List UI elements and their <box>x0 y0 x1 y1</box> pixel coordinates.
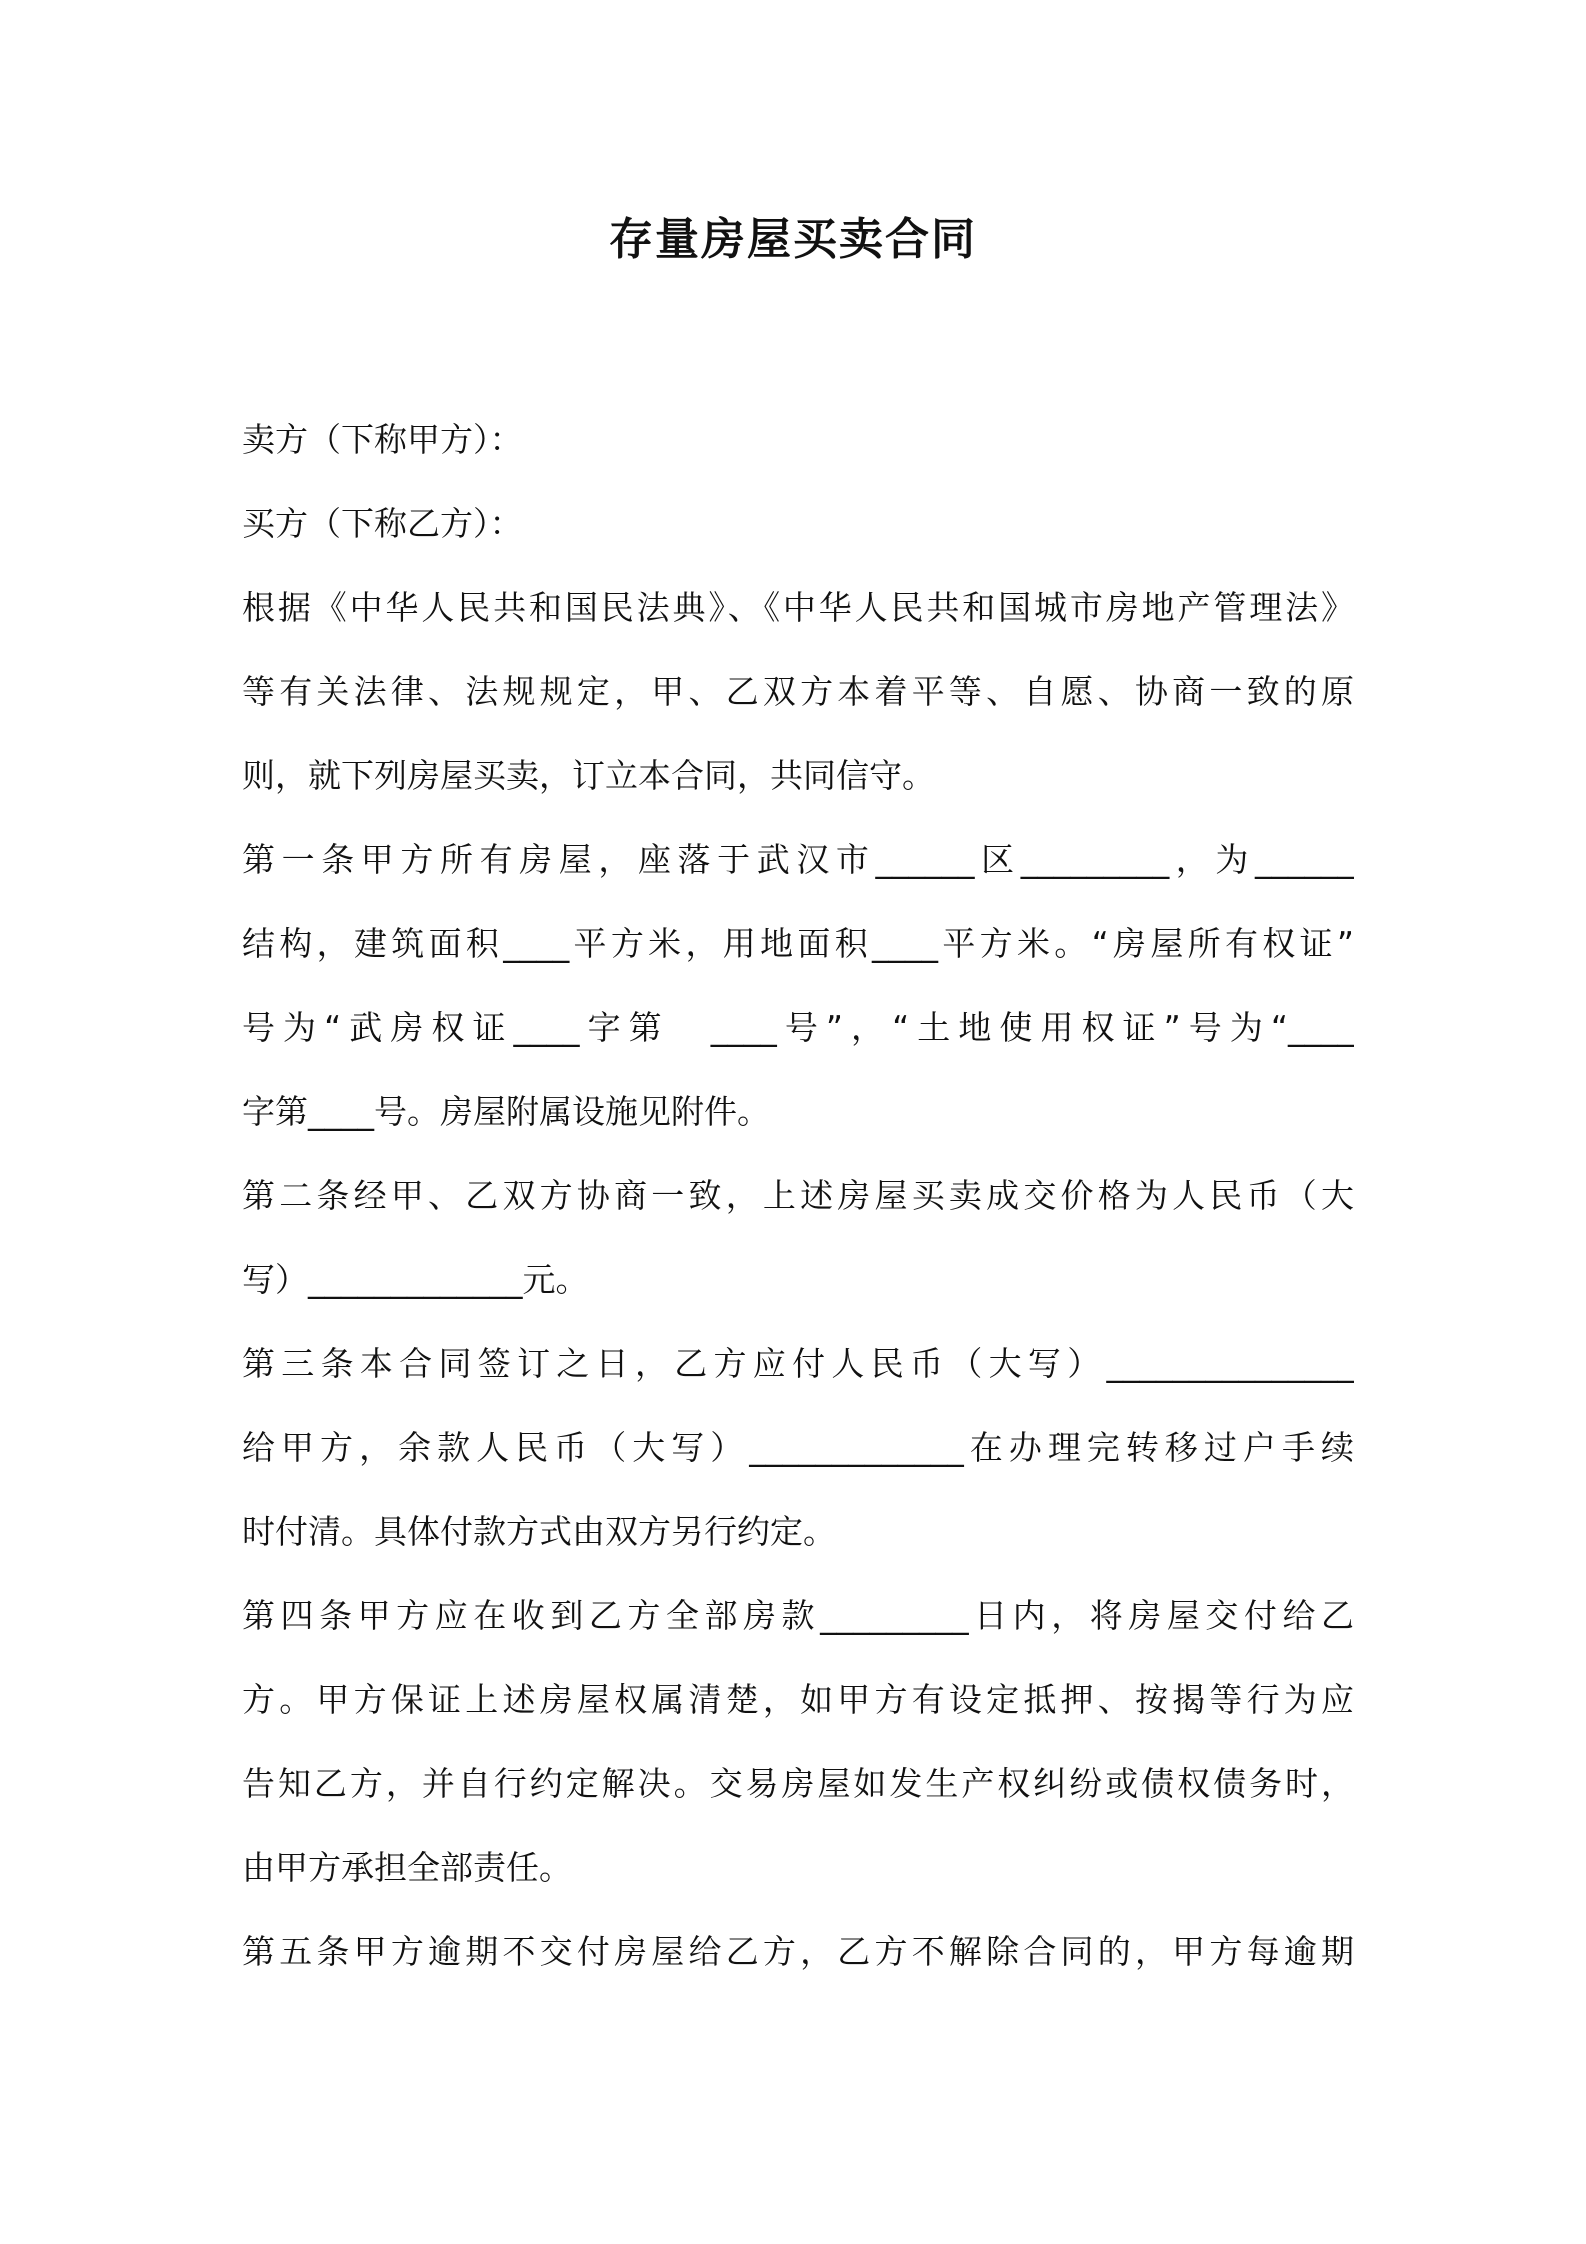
document-title: 存量房屋买卖合同 <box>609 214 977 265</box>
contract-body <box>242 398 1354 1994</box>
paragraph-line: 根据《中华人民共和国民法典》、《中华人民共和国城市房地产管理法》 <box>242 588 1354 627</box>
article-1-line: 字第____号。房屋附属设施见附件。 <box>242 1092 770 1131</box>
article-4-line: 第四条甲方应在收到乙方全部房款_________日内，将房屋交付给乙 <box>242 1596 1354 1635</box>
article-1-line: 号为“武房权证____字第 ____号”，“土地使用权证”号为“____ <box>242 1008 1354 1047</box>
article-3-line: 给甲方，余款人民币（大写）_____________在办理完转移过户手续 <box>242 1428 1354 1467</box>
article-1-line: 结构，建筑面积____平方米，用地面积____平方米。“房屋所有权证” <box>242 924 1354 963</box>
article-4-line: 方。甲方保证上述房屋权属清楚，如甲方有设定抵押、按揭等行为应 <box>242 1680 1354 1719</box>
article-1-line: 第一条甲方所有房屋，座落于武汉市______区_________，为______ <box>242 840 1354 879</box>
buyer-line: 买方（下称乙方）： <box>242 504 523 543</box>
article-4-line: 告知乙方，并自行约定解决。交易房屋如发生产权纠纷或债权债务时， <box>242 1764 1354 1803</box>
article-3-line: 第三条本合同签订之日，乙方应付人民币（大写）_______________ <box>242 1344 1354 1383</box>
paragraph-line: 则，就下列房屋买卖，订立本合同，共同信守。 <box>242 756 935 795</box>
article-3-line: 时付清。具体付款方式由双方另行约定。 <box>242 1512 836 1551</box>
article-4-line: 由甲方承担全部责任。 <box>242 1848 572 1887</box>
article-5-line: 第五条甲方逾期不交付房屋给乙方，乙方不解除合同的，甲方每逾期 <box>242 1932 1354 1971</box>
paragraph-line: 等有关法律、法规规定，甲、乙双方本着平等、自愿、协商一致的原 <box>242 672 1354 711</box>
article-2-line: 第二条经甲、乙双方协商一致，上述房屋买卖成交价格为人民币（大 <box>242 1176 1354 1215</box>
seller-line: 卖方（下称甲方）： <box>242 420 523 459</box>
article-2-line: 写）_____________元。 <box>242 1260 589 1299</box>
